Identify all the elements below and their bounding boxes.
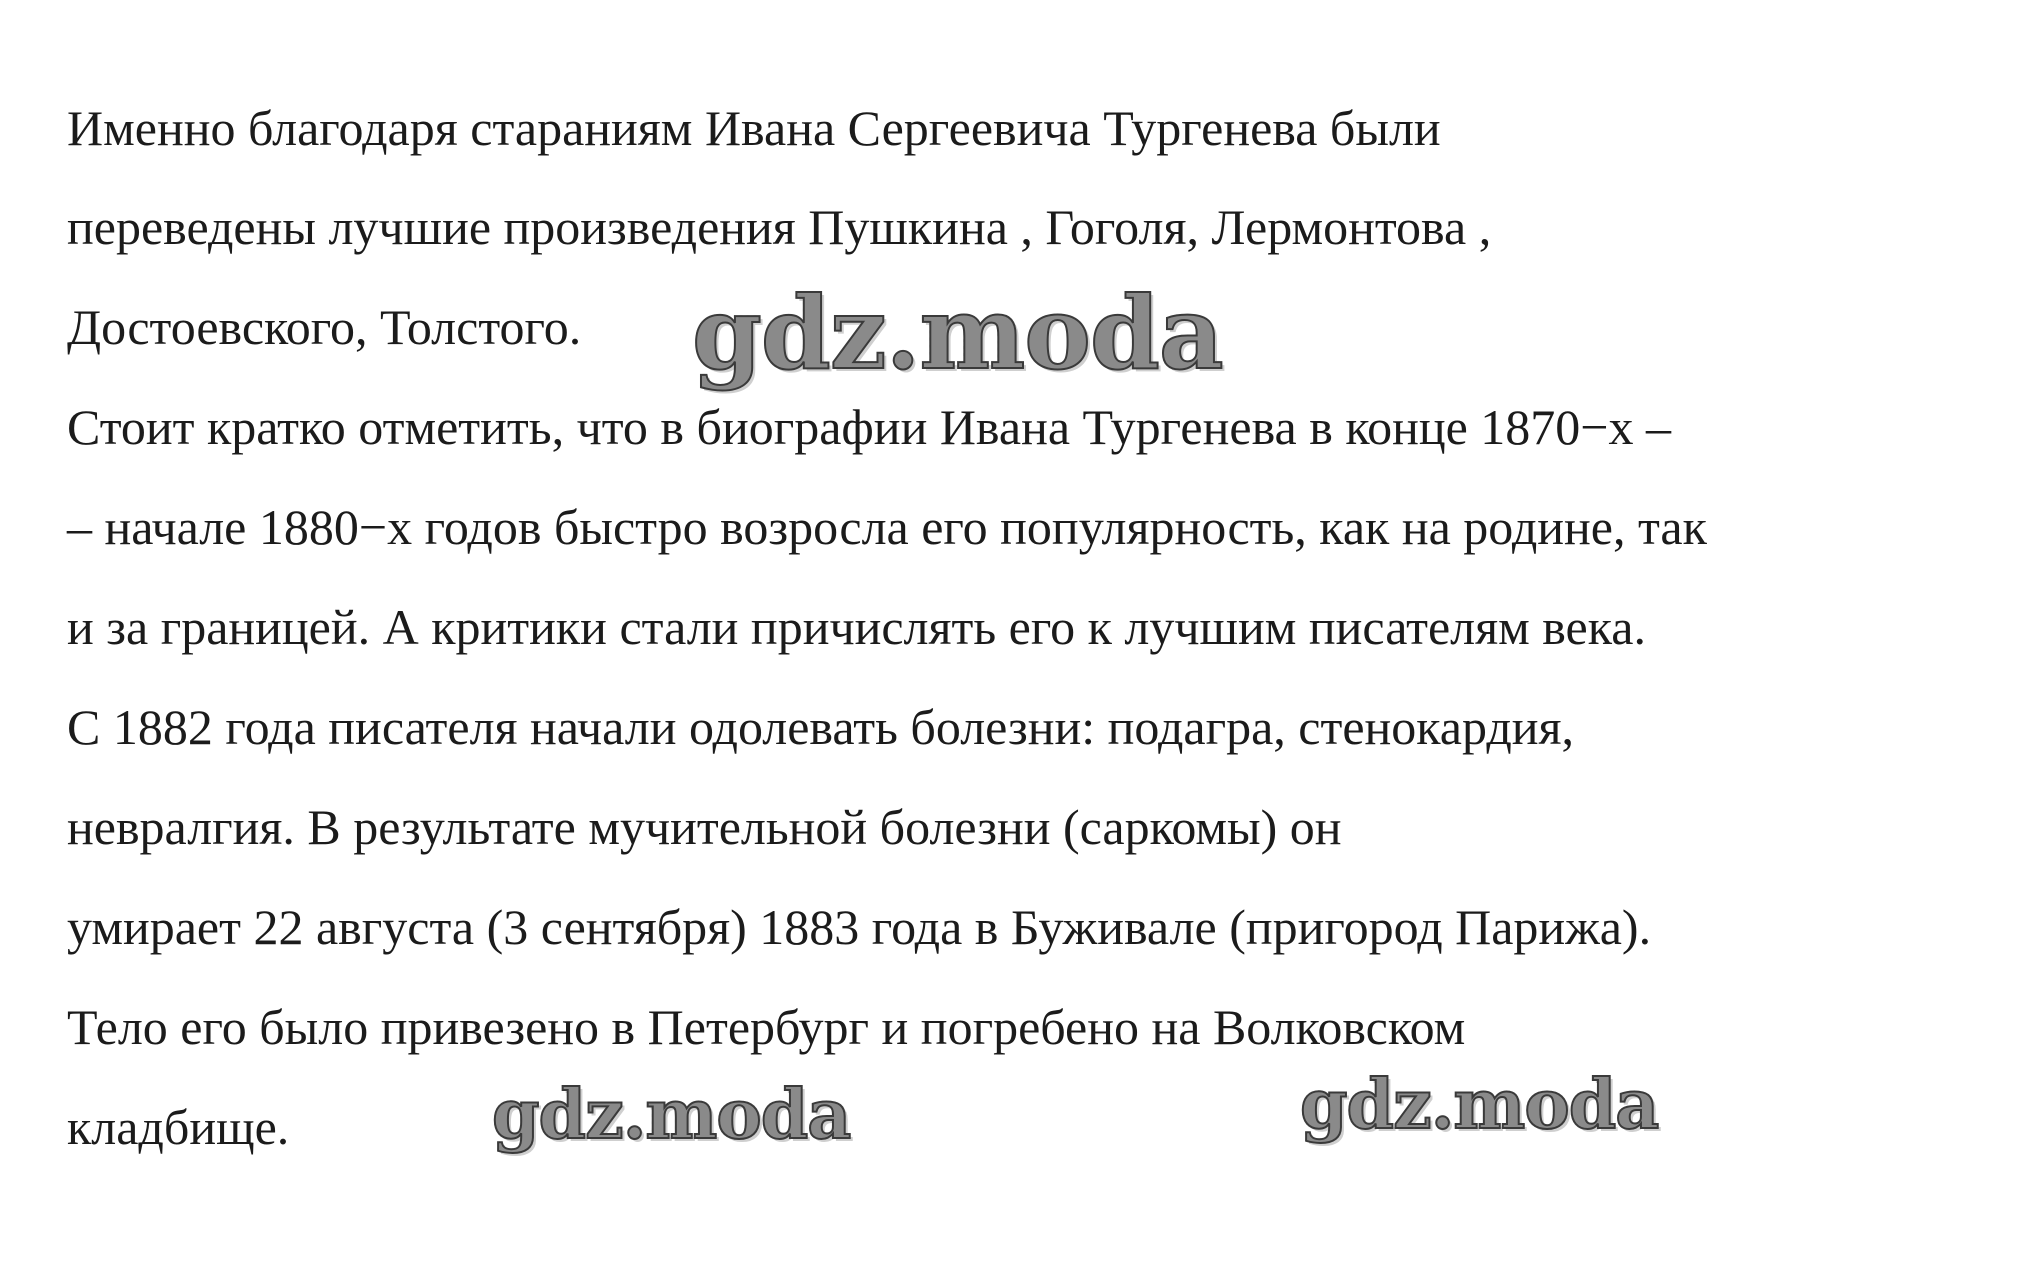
text-line-9: умирает 22 августа (3 сентября) 1883 года в Буживале (пригород Парижа).: [67, 899, 1652, 955]
text-line-11: кладбище.: [67, 1099, 290, 1155]
text-line-1: Именно благодаря стараниям Ивана Сергеевича Тургенева были: [67, 100, 1441, 156]
text-line-2: переведены лучшие произведения Пушкина , Гоголя, Лермонтова ,: [67, 199, 1492, 255]
text-line-3: Достоевского, Толстого.: [67, 299, 582, 355]
text-line-7: С 1882 года писателя начали одолевать болезни: подагра, стенокардия,: [67, 699, 1575, 755]
watermark-logo: gdz.moda: [692, 274, 1223, 392]
text-line-5: – начале 1880−х годов быстро возросла его популярность, как на родине, так: [67, 499, 1707, 555]
text-line-8: невралгия. В результате мучительной болезни (саркомы) он: [67, 799, 1342, 855]
text-line-6: и за границей. А критики стали причислять его к лучшим писателям века.: [67, 599, 1646, 655]
watermark-logo: gdz.moda: [1300, 1065, 1659, 1145]
text-line-4: Стоит кратко отметить, что в биографии Ивана Тургенева в конце 1870−х –: [67, 399, 1671, 455]
text-line-10: Тело его было привезено в Петербург и погребено на Волковском: [67, 999, 1466, 1055]
watermark-logo: gdz.moda: [492, 1075, 851, 1155]
